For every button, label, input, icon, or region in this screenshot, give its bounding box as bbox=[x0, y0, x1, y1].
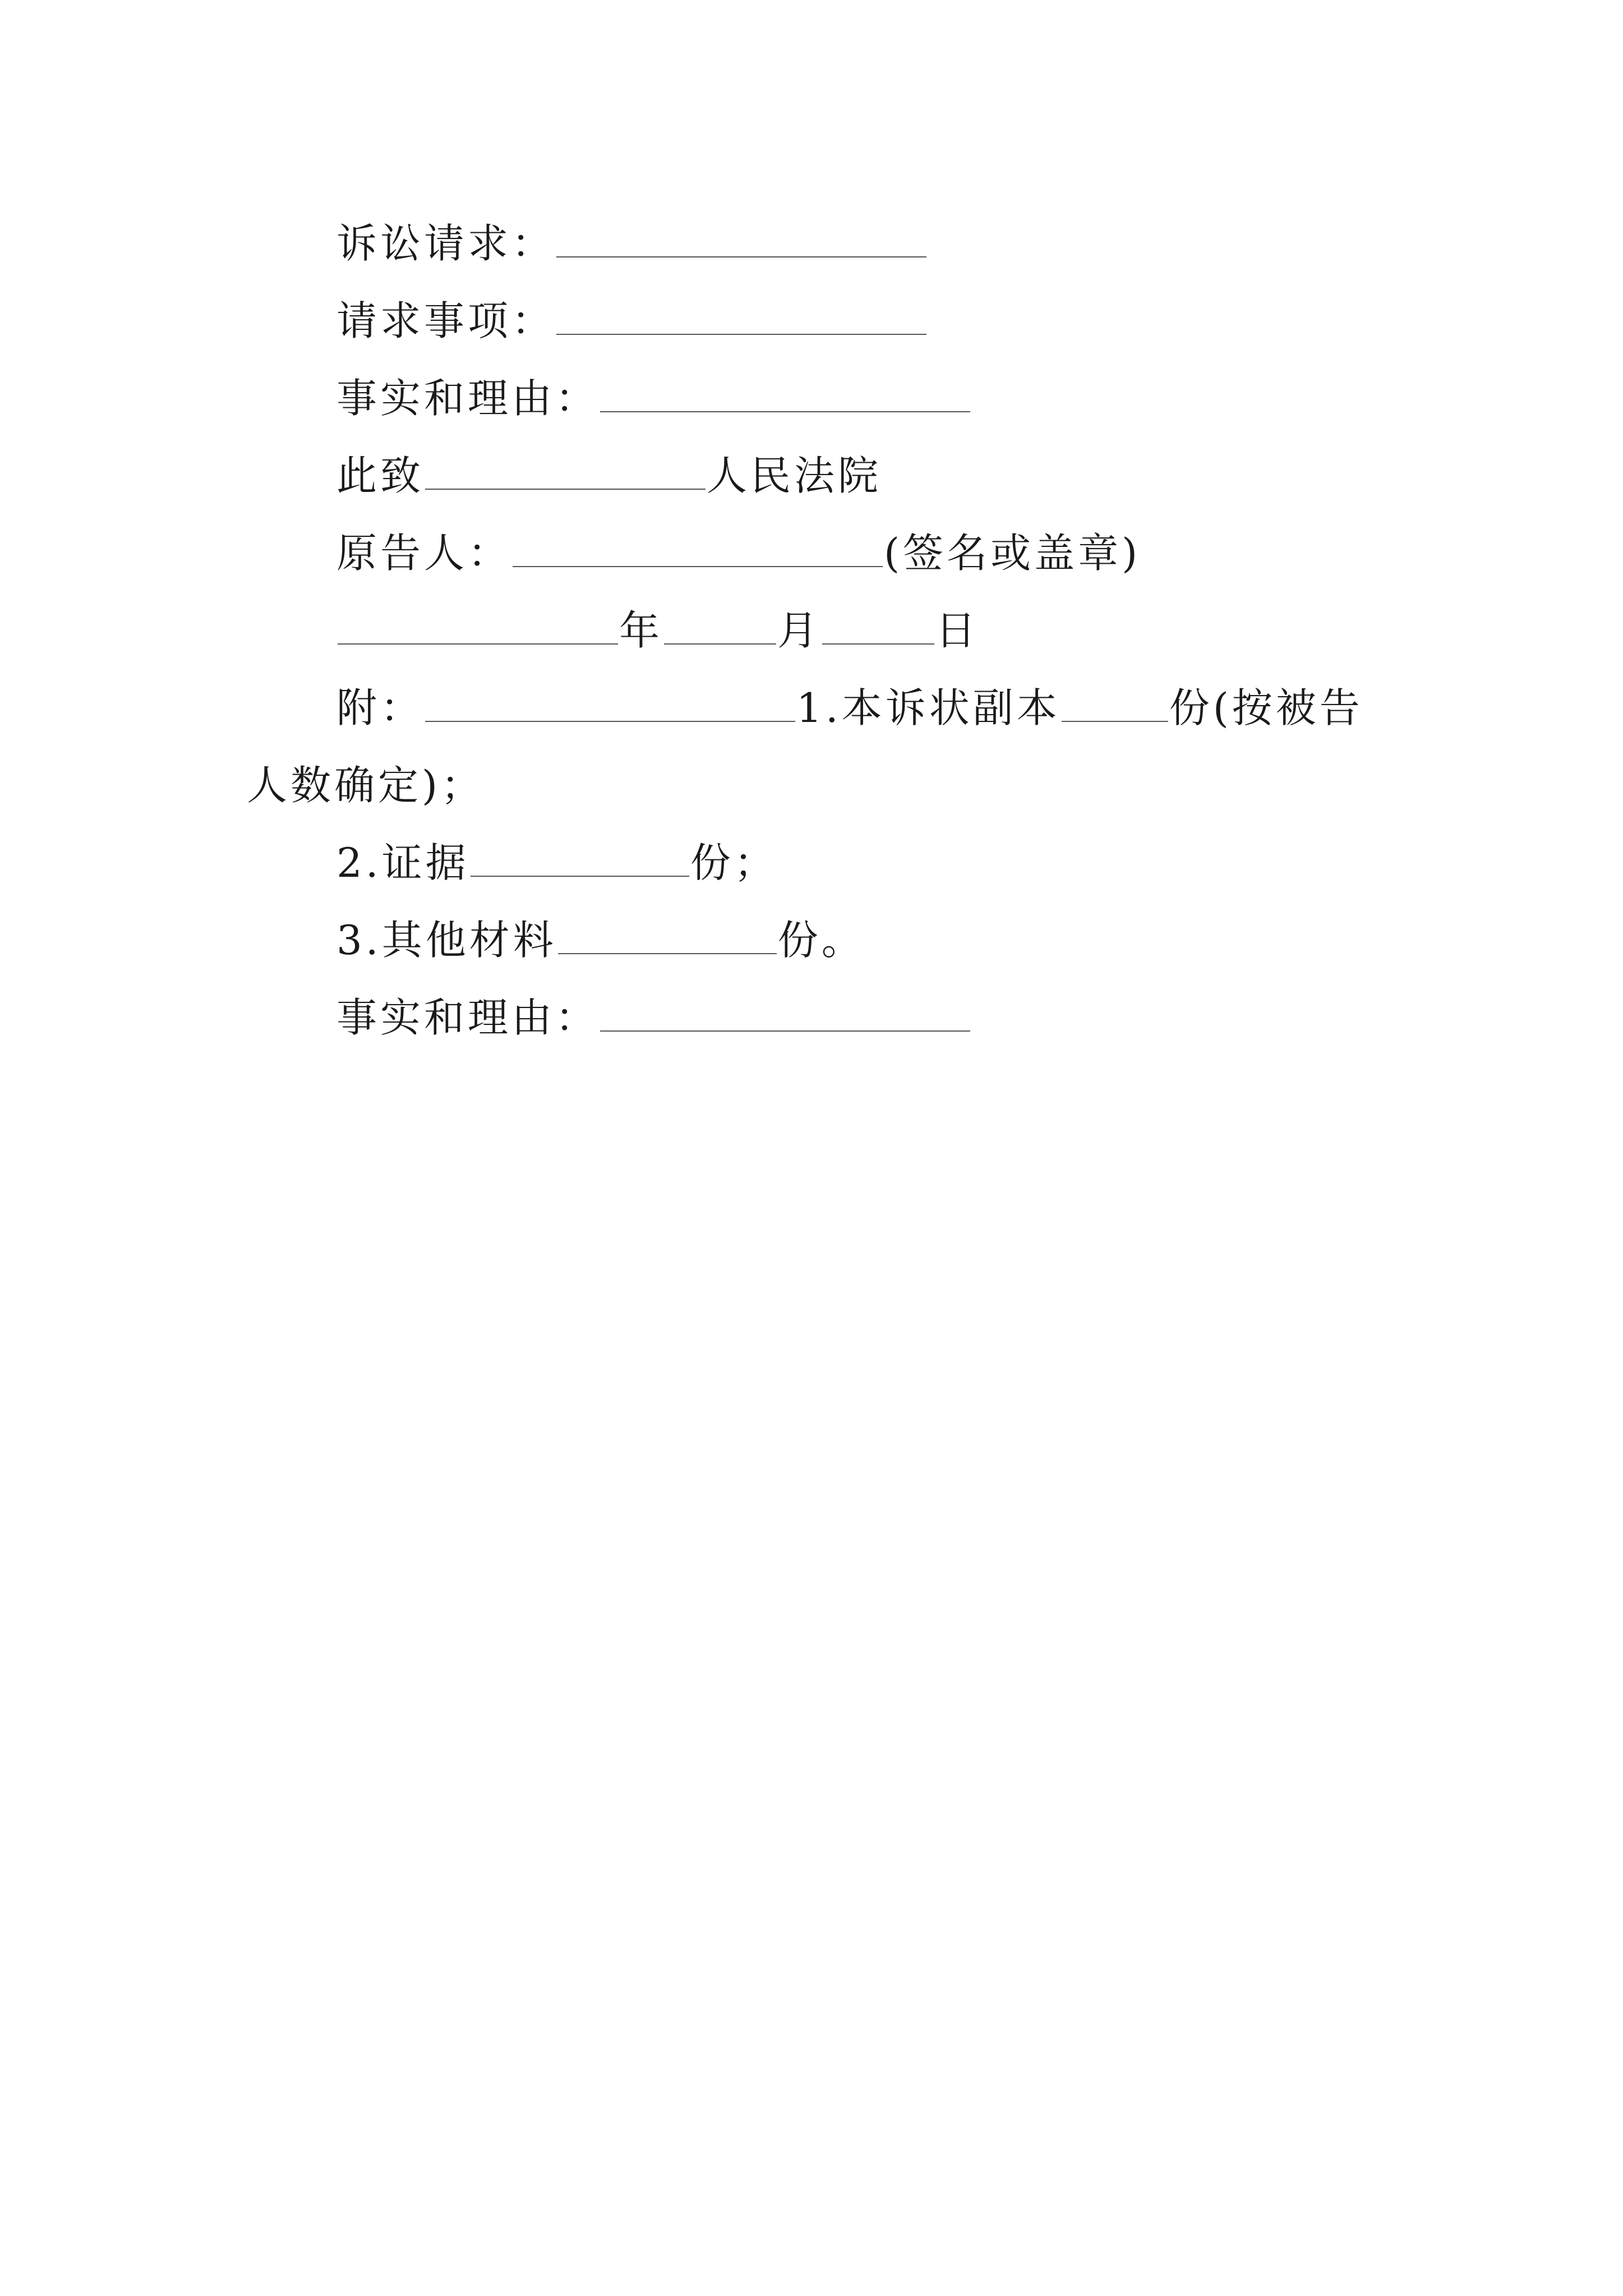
attachment-line bbox=[336, 681, 1363, 735]
facts2-line bbox=[336, 991, 971, 1045]
year-label: 年 bbox=[619, 607, 663, 654]
facts2-label: 事实和理由： bbox=[336, 994, 600, 1041]
attachment-item1-suffix: 份(按被告 bbox=[1169, 684, 1363, 731]
items-line bbox=[336, 294, 928, 348]
plaintiff-label: 原告人： bbox=[336, 530, 512, 577]
other-label: 3.其他材料 bbox=[336, 917, 557, 964]
other-line bbox=[336, 913, 865, 967]
plaintiff-suffix: (签名或盖章) bbox=[884, 530, 1141, 577]
items-label: 请求事项： bbox=[336, 297, 556, 344]
copies-blank[interactable] bbox=[1062, 687, 1168, 722]
court-blank[interactable] bbox=[425, 455, 706, 490]
day-blank[interactable] bbox=[822, 610, 934, 645]
facts-blank[interactable] bbox=[600, 378, 970, 412]
claims-label: 诉讼请求： bbox=[336, 220, 556, 267]
month-label: 月 bbox=[777, 607, 822, 654]
attachment-item1-cont: 人数确定)； bbox=[247, 762, 485, 809]
attachment-item1: 1.本诉状副本 bbox=[796, 684, 1061, 731]
date-line bbox=[336, 604, 979, 657]
attachment-cont-line bbox=[247, 758, 485, 812]
attachment-label: 附： bbox=[336, 684, 425, 731]
court-line bbox=[336, 449, 882, 503]
other-suffix: 份。 bbox=[777, 917, 865, 964]
evidence-blank[interactable] bbox=[471, 842, 689, 877]
evidence-line bbox=[336, 836, 778, 890]
evidence-label: 2.证据 bbox=[336, 839, 469, 886]
items-blank[interactable] bbox=[556, 300, 926, 335]
day-label: 日 bbox=[935, 607, 980, 654]
facts-line bbox=[336, 371, 971, 425]
claims-blank[interactable] bbox=[556, 223, 926, 257]
court-prefix: 此致 bbox=[336, 452, 425, 499]
facts2-blank[interactable] bbox=[600, 997, 970, 1032]
evidence-suffix: 份； bbox=[690, 839, 778, 886]
attachment-blank[interactable] bbox=[425, 687, 795, 722]
court-suffix: 人民法院 bbox=[707, 452, 882, 499]
claims-line bbox=[336, 217, 928, 270]
facts-label: 事实和理由： bbox=[336, 375, 600, 422]
plaintiff-line bbox=[336, 526, 1141, 580]
month-blank[interactable] bbox=[664, 610, 776, 645]
year-blank[interactable] bbox=[338, 610, 618, 645]
plaintiff-blank[interactable] bbox=[513, 532, 883, 567]
other-blank[interactable] bbox=[558, 919, 777, 954]
